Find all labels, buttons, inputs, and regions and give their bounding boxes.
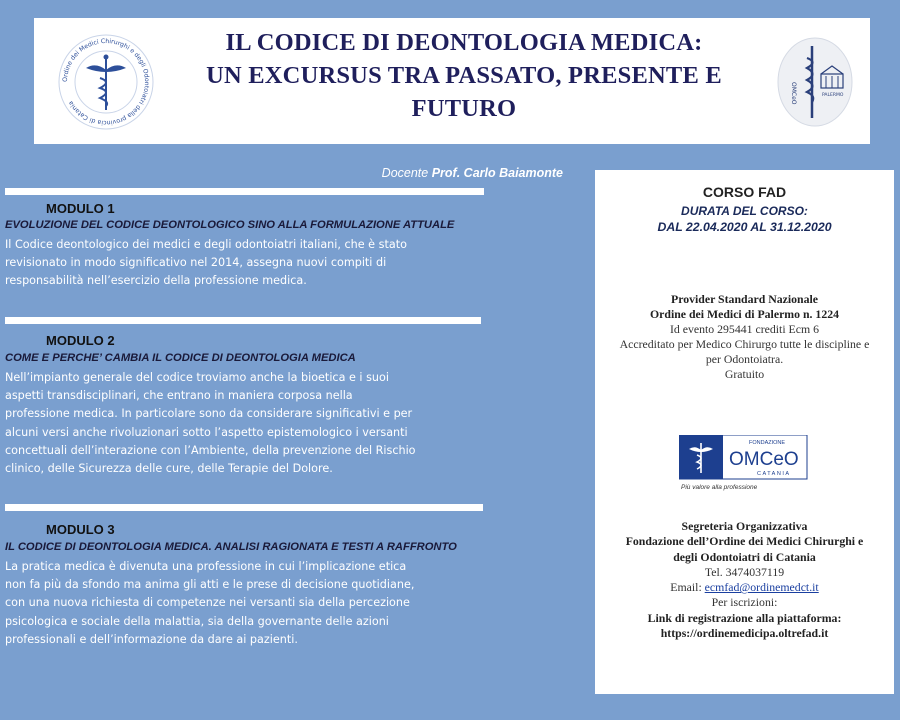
module-2-line: Nell’impianto generale del codice troviamo anche la bioetica e i suoi	[5, 371, 389, 384]
course-info-panel	[595, 170, 894, 694]
module-1-subtitle: EVOLUZIONE DEL CODICE DEONTOLOGICO SINO ALLA FORMULAZIONE ATTUALE	[5, 219, 455, 231]
course-duration-label: DURATA DEL CORSO:	[681, 204, 808, 218]
module-3-subtitle: IL CODICE DI DEONTOLOGIA MEDICA. ANALISI RAGIONATA E TESTI A RAFFRONTO	[5, 541, 457, 553]
header-banner	[34, 18, 870, 144]
module-2-bar	[5, 317, 481, 324]
module-3-bar	[5, 504, 483, 511]
secretary-line: Segreteria Organizzativa	[681, 519, 808, 533]
title-line-2: UN EXCURSUS TRA PASSATO, PRESENTE E	[206, 62, 722, 89]
module-2-title: MODULO 2	[46, 333, 115, 348]
module-3-line: professionali e dell’informazione da dare ai pazienti.	[5, 632, 298, 646]
module-3-title: MODULO 3	[46, 522, 115, 537]
fondazione-omceo-catania-logo	[679, 435, 809, 493]
provider-line: Id evento 295441 crediti Ecm 6	[669, 322, 820, 336]
title-line-3: FUTURO	[411, 95, 517, 122]
module-3-line: psicologica e sociale della malattia, sia della governante delle azioni	[5, 614, 389, 628]
secretary-info	[595, 519, 894, 641]
provider-line: Provider Standard Nazionale	[670, 292, 819, 306]
provider-line: Accreditato per Medico Chirurgo tutte le discipline e	[619, 337, 870, 351]
provider-line: Ordine dei Medici di Palermo n. 1224	[649, 307, 840, 321]
svg-text:PALERMO: PALERMO	[822, 93, 844, 98]
module-2-line: concettuali dell’interazione con l’Ambiente, della prevenzione del Rischio	[5, 443, 416, 457]
module-2-text	[5, 369, 416, 478]
omceo-logo-city: CATANIA	[757, 471, 791, 477]
module-2-line: clinico, delle Sicurezza delle cure, delle Terapie del Dolore.	[5, 462, 333, 476]
module-3-line: con una nuova richiesta di competenze nei versanti sia della percezione	[5, 596, 410, 610]
module-2-line: alcuni versi anche rivoluzionari sotto l’aspetto epistemologico i versanti	[5, 425, 408, 439]
provider-line: Gratuito	[724, 367, 765, 381]
omceo-logo-name: OMCeO	[729, 449, 799, 470]
svg-text:OMCeO: OMCeO	[790, 82, 797, 105]
course-dates: DAL 22.04.2020 AL 31.12.2020	[657, 220, 832, 234]
module-1-text	[5, 236, 407, 291]
module-1-bar	[5, 188, 484, 195]
omceo-logo-top: FONDAZIONE	[749, 440, 786, 446]
course-title: CORSO FAD	[702, 184, 787, 200]
module-1-line: revisionato in modo significativo nel 2014, assegna nuovi compiti di	[5, 256, 387, 270]
teacher-name: Prof. Carlo Baiamonte	[431, 166, 563, 180]
ordine-medici-catania-logo	[56, 32, 156, 132]
secretary-line: degli Odontoiatri di Catania	[673, 549, 816, 564]
registration-link[interactable]: https://ordinemedicipa.oltrefad.it	[660, 626, 829, 641]
page-title	[184, 26, 744, 125]
teacher-line	[300, 166, 563, 180]
secretary-phone: Tel. 3474037119	[704, 564, 785, 579]
email-link[interactable]: ecmfad@ordinemedct.it	[704, 580, 819, 595]
registration-link-label: Link di registrazione alla piattaforma:	[647, 610, 842, 625]
provider-line: per Odontoiatra.	[705, 352, 784, 366]
left-logo-ring-text: Ordine dei Medici Chirurghi e degli Odontoiatri della provincia di Catania	[61, 37, 151, 127]
module-1-line: Il Codice deontologico dei medici e degli odontoiatri italiani, che è stato	[5, 238, 407, 251]
module-2-subtitle: COME E PERCHE’ CAMBIA IL CODICE DI DEONTOLOGIA MEDICA	[5, 352, 356, 364]
email-label: Email:	[670, 580, 702, 595]
title-line-1: IL CODICE DI DEONTOLOGIA MEDICA:	[225, 29, 703, 56]
module-2-line: aspetti transdisciplinari, che entrano in maniera corposa nella	[5, 389, 353, 403]
omceo-palermo-logo	[776, 36, 854, 128]
module-2-line: professione medica. In particolare sono da considerare significativi e per	[5, 407, 413, 421]
module-1-line: responsabilità nell’esercizio della professione medica.	[5, 274, 307, 288]
signup-label: Per iscrizioni:	[711, 595, 778, 610]
secretary-line: Fondazione dell’Ordine dei Medici Chirurghi e	[625, 534, 864, 549]
module-3-line: La pratica medica è divenuta una professione in cui l’implicazione etica	[5, 560, 407, 573]
provider-info	[595, 292, 894, 382]
module-3-text	[5, 558, 414, 649]
module-1-title: MODULO 1	[46, 201, 115, 216]
secretary-email-row	[595, 580, 894, 595]
omceo-logo-tagline: Più valore alla professione	[681, 484, 758, 491]
teacher-prefix: Docente	[381, 166, 429, 180]
module-3-line: non fa più da sfondo ma anima gli atti e le prese di decisione quotidiane,	[5, 578, 415, 592]
